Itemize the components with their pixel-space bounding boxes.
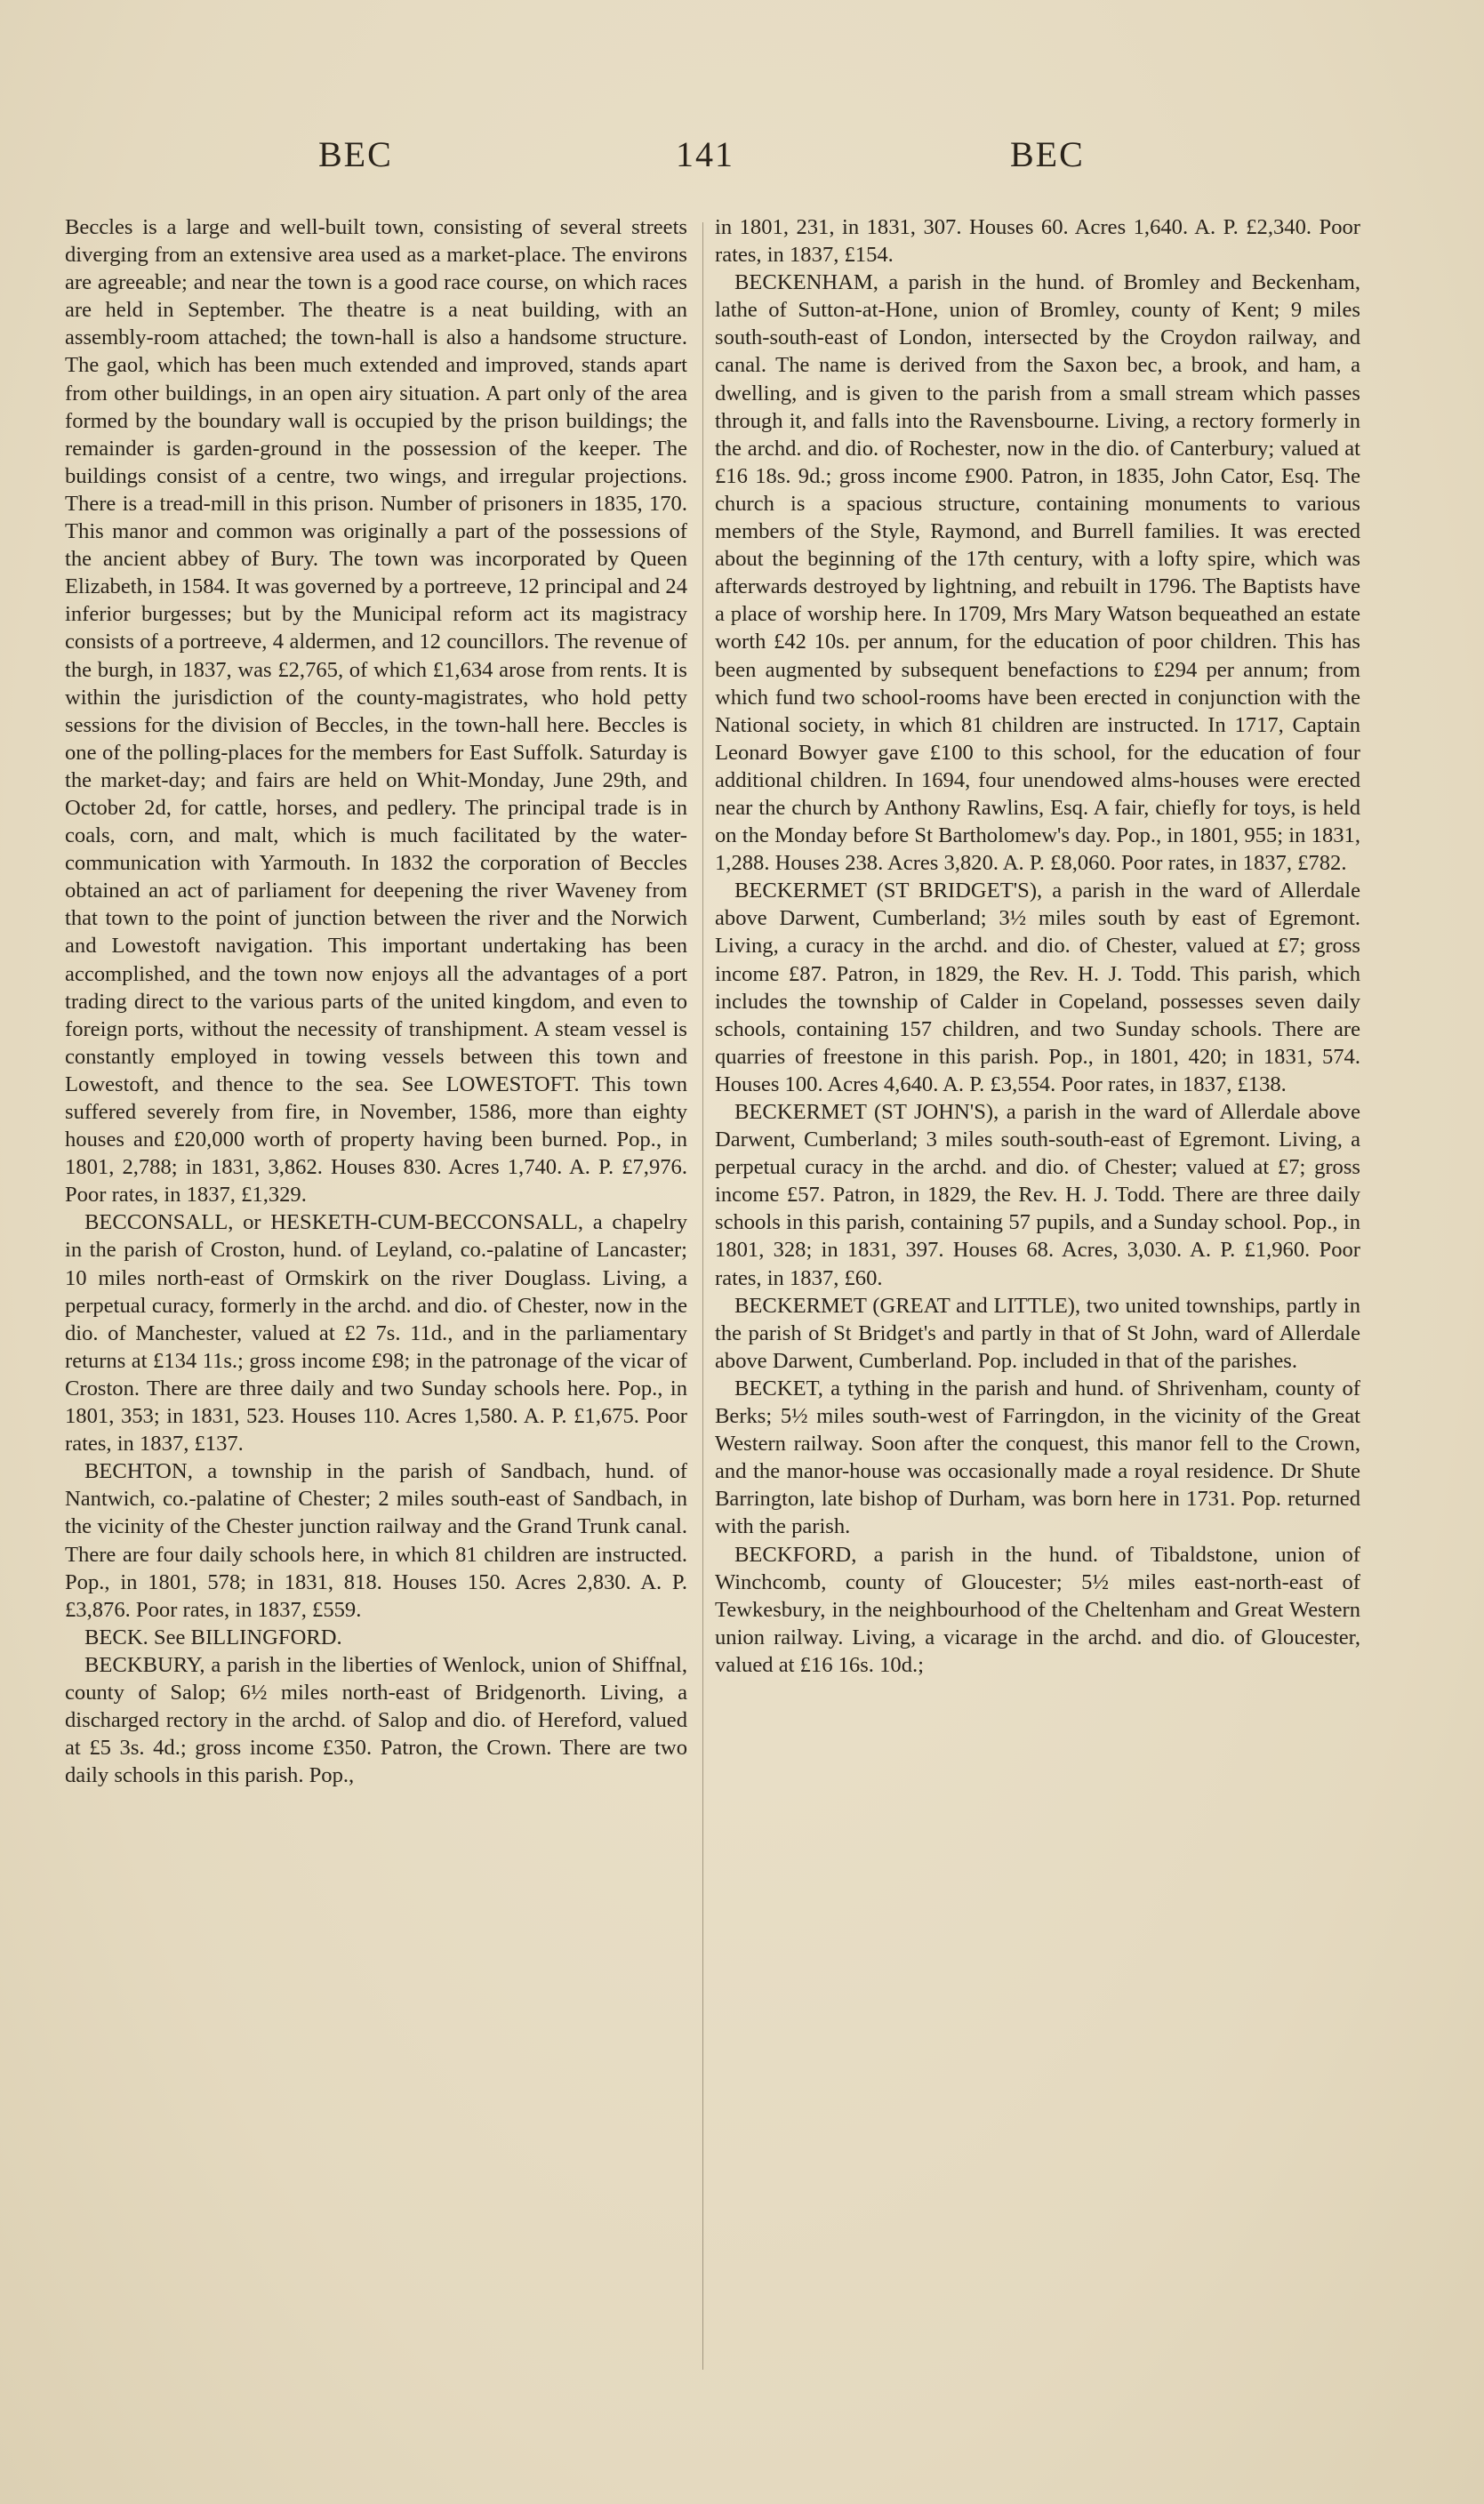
entry-beckermet-st-johns: BECKERMET (ST JOHN'S), a parish in the ward of Allerdale above Darwent, Cumberland; 3 miles south-south-east of Egremont. Living, a perpetual curacy in the archd. and dio. of Chester; valued at £7; gross income £57. Patron, in 1829, the Rev. H. J. Todd. There are three daily schools in this parish, containing 57 pupils, and a Sunday school. Pop., in 1801, 328; in 1831, 397. Houses 68. Acres, 3,030. A. P. £1,960. Poor rates, in 1837, £60. xyxy=(715,1100,1360,1290)
left-column xyxy=(65,213,687,1789)
entry-beckford: BECKFORD, a parish in the hund. of Tibaldstone, union of Winchcomb, county of Gloucester; 5½ miles east-north-east of Tewkesbury, in the neighbourhood of the Cheltenham and Great Western union railway. Living, a vicarage in the archd. and dio. of Gloucester, valued at £16 16s. 10d.; xyxy=(715,1542,1360,1677)
page-number: 141 xyxy=(676,134,734,174)
entry-beck: BECK. See BILLINGFORD. xyxy=(84,1625,342,1649)
running-header xyxy=(0,133,1484,187)
entry-beckermet-great-and-little: BECKERMET (GREAT and LITTLE), two united townships, partly in the parish of St Bridget's and partly in that of St John, ward of Allerdale above Darwent, Cumberland. Pop. included in that of the parishes. xyxy=(715,1293,1360,1373)
entry-becconsall: BECCONSALL, or HESKETH-CUM-BECCONSALL, a chapelry in the parish of Croston, hund. of Leyland, co.-palatine of Lancaster; 10 miles north-east of Ormskirk on the river Douglass. Living, a perpetual curacy, formerly in the archd. and dio. of Chester, now in the dio. of Manchester, valued at £2 7s. 11d., and in the parliamentary returns at £134 11s.; gross income £98; in the patronage of the vicar of Croston. There are three daily and two Sunday schools here. Pop., in 1801, 353; in 1831, 523. Houses 110. Acres 1,580. A. P. £1,675. Poor rates, in 1837, £137. xyxy=(65,1210,687,1457)
header-left-guide-word: BEC xyxy=(318,134,393,174)
header-right-guide-word: BEC xyxy=(1010,134,1085,174)
entry-beckbury: BECKBURY, a parish in the liberties of Wenlock, union of Shiffnal, county of Salop; 6½ miles north-east of Bridgenorth. Living, a discharged rectory in the archd. of Salop and dio. of Hereford, valued at £5 3s. 4d.; gross income £350. Patron, the Crown. There are two daily schools in this parish. Pop., xyxy=(65,1652,687,1788)
paragraph-beccles-continued: Beccles is a large and well-built town, consisting of several streets diverging from an extensive area used as a market-place. The environs are agreeable; and near the town is a good race course, on which races are held in September. The theatre is a neat building, with an assembly-room attached; the town-hall is also a handsome structure. The gaol, which has been much extended and improved, stands apart from other buildings, in an open airy situation. A part only of the area formed by the boundary wall is occupied by the prison buildings; the remainder is garden-ground in the possession of the keeper. The buildings consist of a centre, two wings, and irregular projections. There is a tread-mill in this prison. Number of prisoners in 1835, 170. This manor and common was originally a part of the possessions of the ancient abbey of Bury. The town was incorporated by Queen Elizabeth, in 1584. It was governed by a portreeve, 12 principal and 24 inferior burgesses; but by the Municipal reform act its magistracy consists of a portreeve, 4 aldermen, and 12 councillors. The revenue of the burgh, in 1837, was £2,765, of which £1,634 arose from rents. It is within the jurisdiction of the county-magistrates, who hold petty sessions for the division of Beccles, in the town-hall here. Beccles is one of the polling-places for the members for East Suffolk. Saturday is the market-day; and fairs are held on Whit-Monday, June 29th, and October 2d, for cattle, horses, and pedlery. The principal trade is in coals, corn, and malt, which is much facilitated by the water-communication with Yarmouth. In 1832 the corporation of Beccles obtained an act of parliament for deepening the river Waveney from that town to the point of junction between the river and the Norwich and Lowestoft navigation. This important undertaking has been accomplished, and the town now enjoys all the advantages of a port trading direct to the various parts of the united kingdom, and even to foreign ports, without the necessity of transhipment. A steam vessel is constantly employed in towing vessels between this town and Lowestoft, and thence to the sea. See LOWESTOFT. This town suffered severely from fire, in November, 1586, more than eighty houses and £20,000 worth of property having been burned. Pop., in 1801, 2,788; in 1831, 3,862. Houses 830. Acres 1,740. A. P. £7,976. Poor rates, in 1837, £1,329. xyxy=(65,215,687,1208)
entry-becket: BECKET, a tything in the parish and hund. of Shrivenham, county of Berks; 5½ miles south-west of Farringdon, in the vicinity of the Great Western railway. Soon after the conquest, this manor fell to the Crown, and the manor-house was occasionally made a royal residence. Dr Shute Barrington, late bishop of Durham, was born here in 1731. Pop. returned with the parish. xyxy=(715,1376,1360,1539)
entry-beckermet-st-bridgets: BECKERMET (ST BRIDGET'S), a parish in the ward of Allerdale above Darwent, Cumberland; 3½ miles south by east of Egremont. Living, a curacy in the archd. and dio. of Chester, valued at £7; gross income £87. Patron, in 1829, the Rev. H. J. Todd. This parish, which includes the township of Calder in Copeland, possesses seven daily schools, containing 157 children, and two Sunday schools. There are quarries of freestone in this parish. Pop., in 1801, 420; in 1831, 574. Houses 100. Acres 4,640. A. P. £3,554. Poor rates, in 1837, £138. xyxy=(715,879,1360,1096)
entry-bechton: BECHTON, a township in the parish of Sandbach, hund. of Nantwich, co.-palatine of Chester; 2 miles south-east of Sandbach, in the vicinity of the Chester junction railway and the Grand Trunk canal. There are four daily schools here, in which 81 children are instructed. Pop., in 1801, 578; in 1831, 818. Houses 150. Acres 2,830. A. P. £3,876. Poor rates, in 1837, £559. xyxy=(65,1459,687,1622)
column-divider xyxy=(702,222,703,2370)
right-column xyxy=(715,213,1360,1679)
entry-beckenham: BECKENHAM, a parish in the hund. of Bromley and Beckenham, lathe of Sutton-at-Hone, union of Bromley, county of Kent; 9 miles south-south-east of London, intersected by the Croydon railway, and canal. The name is derived from the Saxon bec, a brook, and ham, a dwelling, and is given to the parish from a small stream which passes through it, and falls into the Ravensbourne. Living, a rectory formerly in the archd. and dio. of Rochester, now in the dio. of Canterbury; valued at £16 18s. 9d.; gross income £900. Patron, in 1835, John Cator, Esq. The church is a spacious structure, containing monuments to various members of the Style, Raymond, and Burrell families. It was erected about the beginning of the 17th century, with a lofty spire, which was afterwards destroyed by lightning, and rebuilt in 1796. The Baptists have a place of worship here. In 1709, Mrs Mary Watson bequeathed an estate worth £42 10s. per annum, for the education of poor children. This has been augmented by subsequent benefactions to £294 per annum; from which fund two school-rooms have been erected in conjunction with the National society, in which 81 children are instructed. In 1717, Captain Leonard Bowyer gave £100 to this school, for the education of four additional children. In 1694, four unendowed alms-houses were erected near the church by Anthony Rawlins, Esq. A fair, chiefly for toys, is held on the Monday before St Bartholomew's day. Pop., in 1801, 955; in 1831, 1,288. Houses 238. Acres 3,820. A. P. £8,060. Poor rates, in 1837, £782. xyxy=(715,270,1360,876)
paragraph-beckbury-continued: in 1801, 231, in 1831, 307. Houses 60. Acres 1,640. A. P. £2,340. Poor rates, in 1837, £154. xyxy=(715,215,1360,268)
